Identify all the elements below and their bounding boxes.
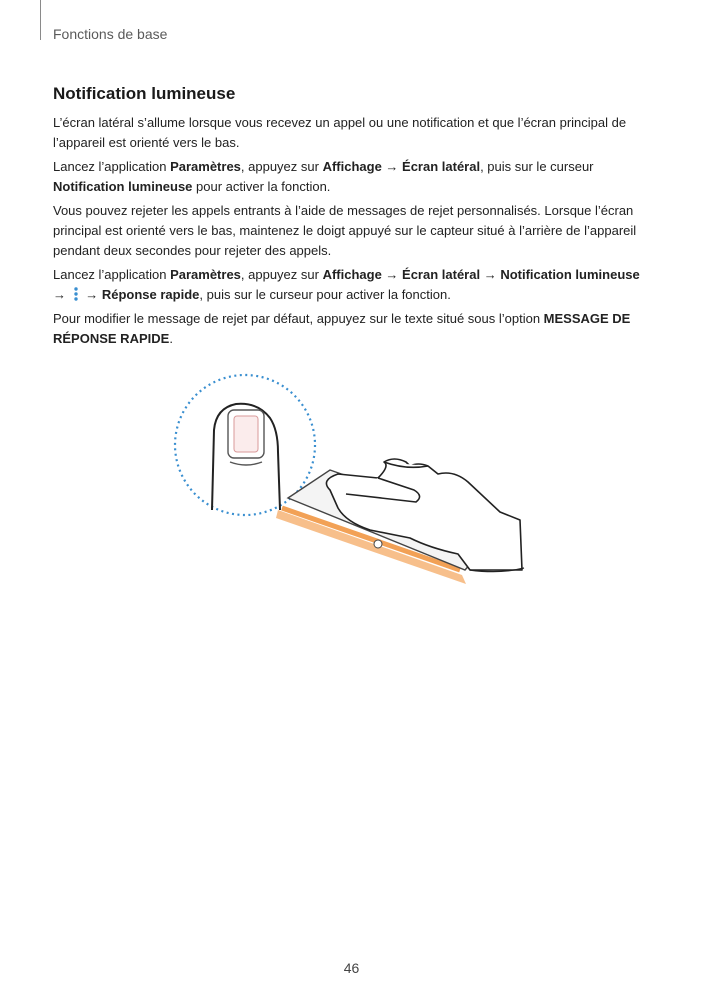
text-run: Lancez l’application bbox=[53, 267, 171, 282]
text-run: pour activer la fonction. bbox=[192, 179, 331, 194]
body-text bbox=[53, 113, 653, 353]
paragraph-edit-message bbox=[53, 309, 653, 349]
arrow-separator: → bbox=[381, 159, 403, 174]
arrow-separator: → bbox=[480, 267, 501, 282]
phone-button bbox=[374, 540, 382, 548]
hand-on-phone-illustration bbox=[170, 370, 530, 590]
vertical-dots-icon bbox=[72, 287, 80, 301]
text-run: Lancez l’application bbox=[53, 159, 171, 174]
finger-on-sensor-detail bbox=[212, 404, 280, 510]
menu-term-display: Affichage bbox=[322, 159, 382, 174]
menu-term-settings: Paramètres bbox=[170, 267, 241, 282]
menu-term-edge-screen: Écran latéral bbox=[402, 267, 481, 282]
option-term-quick-reply-message: MESSAGE DE RÉPONSE RAPIDE bbox=[53, 311, 631, 346]
menu-term-edge-lighting: Notification lumineuse bbox=[500, 267, 640, 282]
text-run: . bbox=[169, 331, 173, 346]
text-run: , puis sur le curseur pour activer la fonction. bbox=[199, 287, 451, 302]
menu-term-edge-lighting: Notification lumineuse bbox=[53, 179, 193, 194]
text-run: Pour modifier le message de rejet par défaut, appuyez sur le texte situé sous l’option bbox=[53, 311, 544, 326]
menu-term-settings: Paramètres bbox=[170, 159, 241, 174]
text-run: Vous pouvez rejeter les appels entrants à l’aide de messages de rejet personnalisés. Lorsque l’écran principal est orienté vers le bas, maintenez le doigt appuyé sur le capteur situé à l’arrière de l’appareil pendant deux secondes pour rejeter des appels. bbox=[53, 203, 637, 258]
text-run: , appuyez sur bbox=[240, 267, 323, 282]
paragraph-enable-steps bbox=[53, 157, 653, 197]
page-title: Notification lumineuse bbox=[53, 84, 236, 103]
arrow-separator: → bbox=[53, 287, 70, 302]
page-number: 46 bbox=[343, 960, 360, 976]
paragraph-intro bbox=[53, 113, 653, 153]
paragraph-reject-calls bbox=[53, 201, 653, 261]
arrow-separator: → bbox=[381, 267, 403, 282]
text-run: L’écran latéral s’allume lorsque vous recevez un appel ou une notification et que l’écran principal de l’appareil est orienté vers le bas. bbox=[53, 115, 627, 150]
menu-term-quick-reply: Réponse rapide bbox=[101, 287, 200, 302]
text-run: , puis sur le curseur bbox=[480, 159, 594, 174]
margin-rule bbox=[40, 0, 41, 40]
menu-term-display: Affichage bbox=[322, 267, 382, 282]
section-header: Fonctions de base bbox=[53, 26, 168, 42]
menu-term-edge-screen: Écran latéral bbox=[402, 159, 481, 174]
text-run: , appuyez sur bbox=[240, 159, 323, 174]
paragraph-quick-reply-steps bbox=[53, 265, 653, 305]
arrow-separator: → bbox=[81, 287, 102, 302]
